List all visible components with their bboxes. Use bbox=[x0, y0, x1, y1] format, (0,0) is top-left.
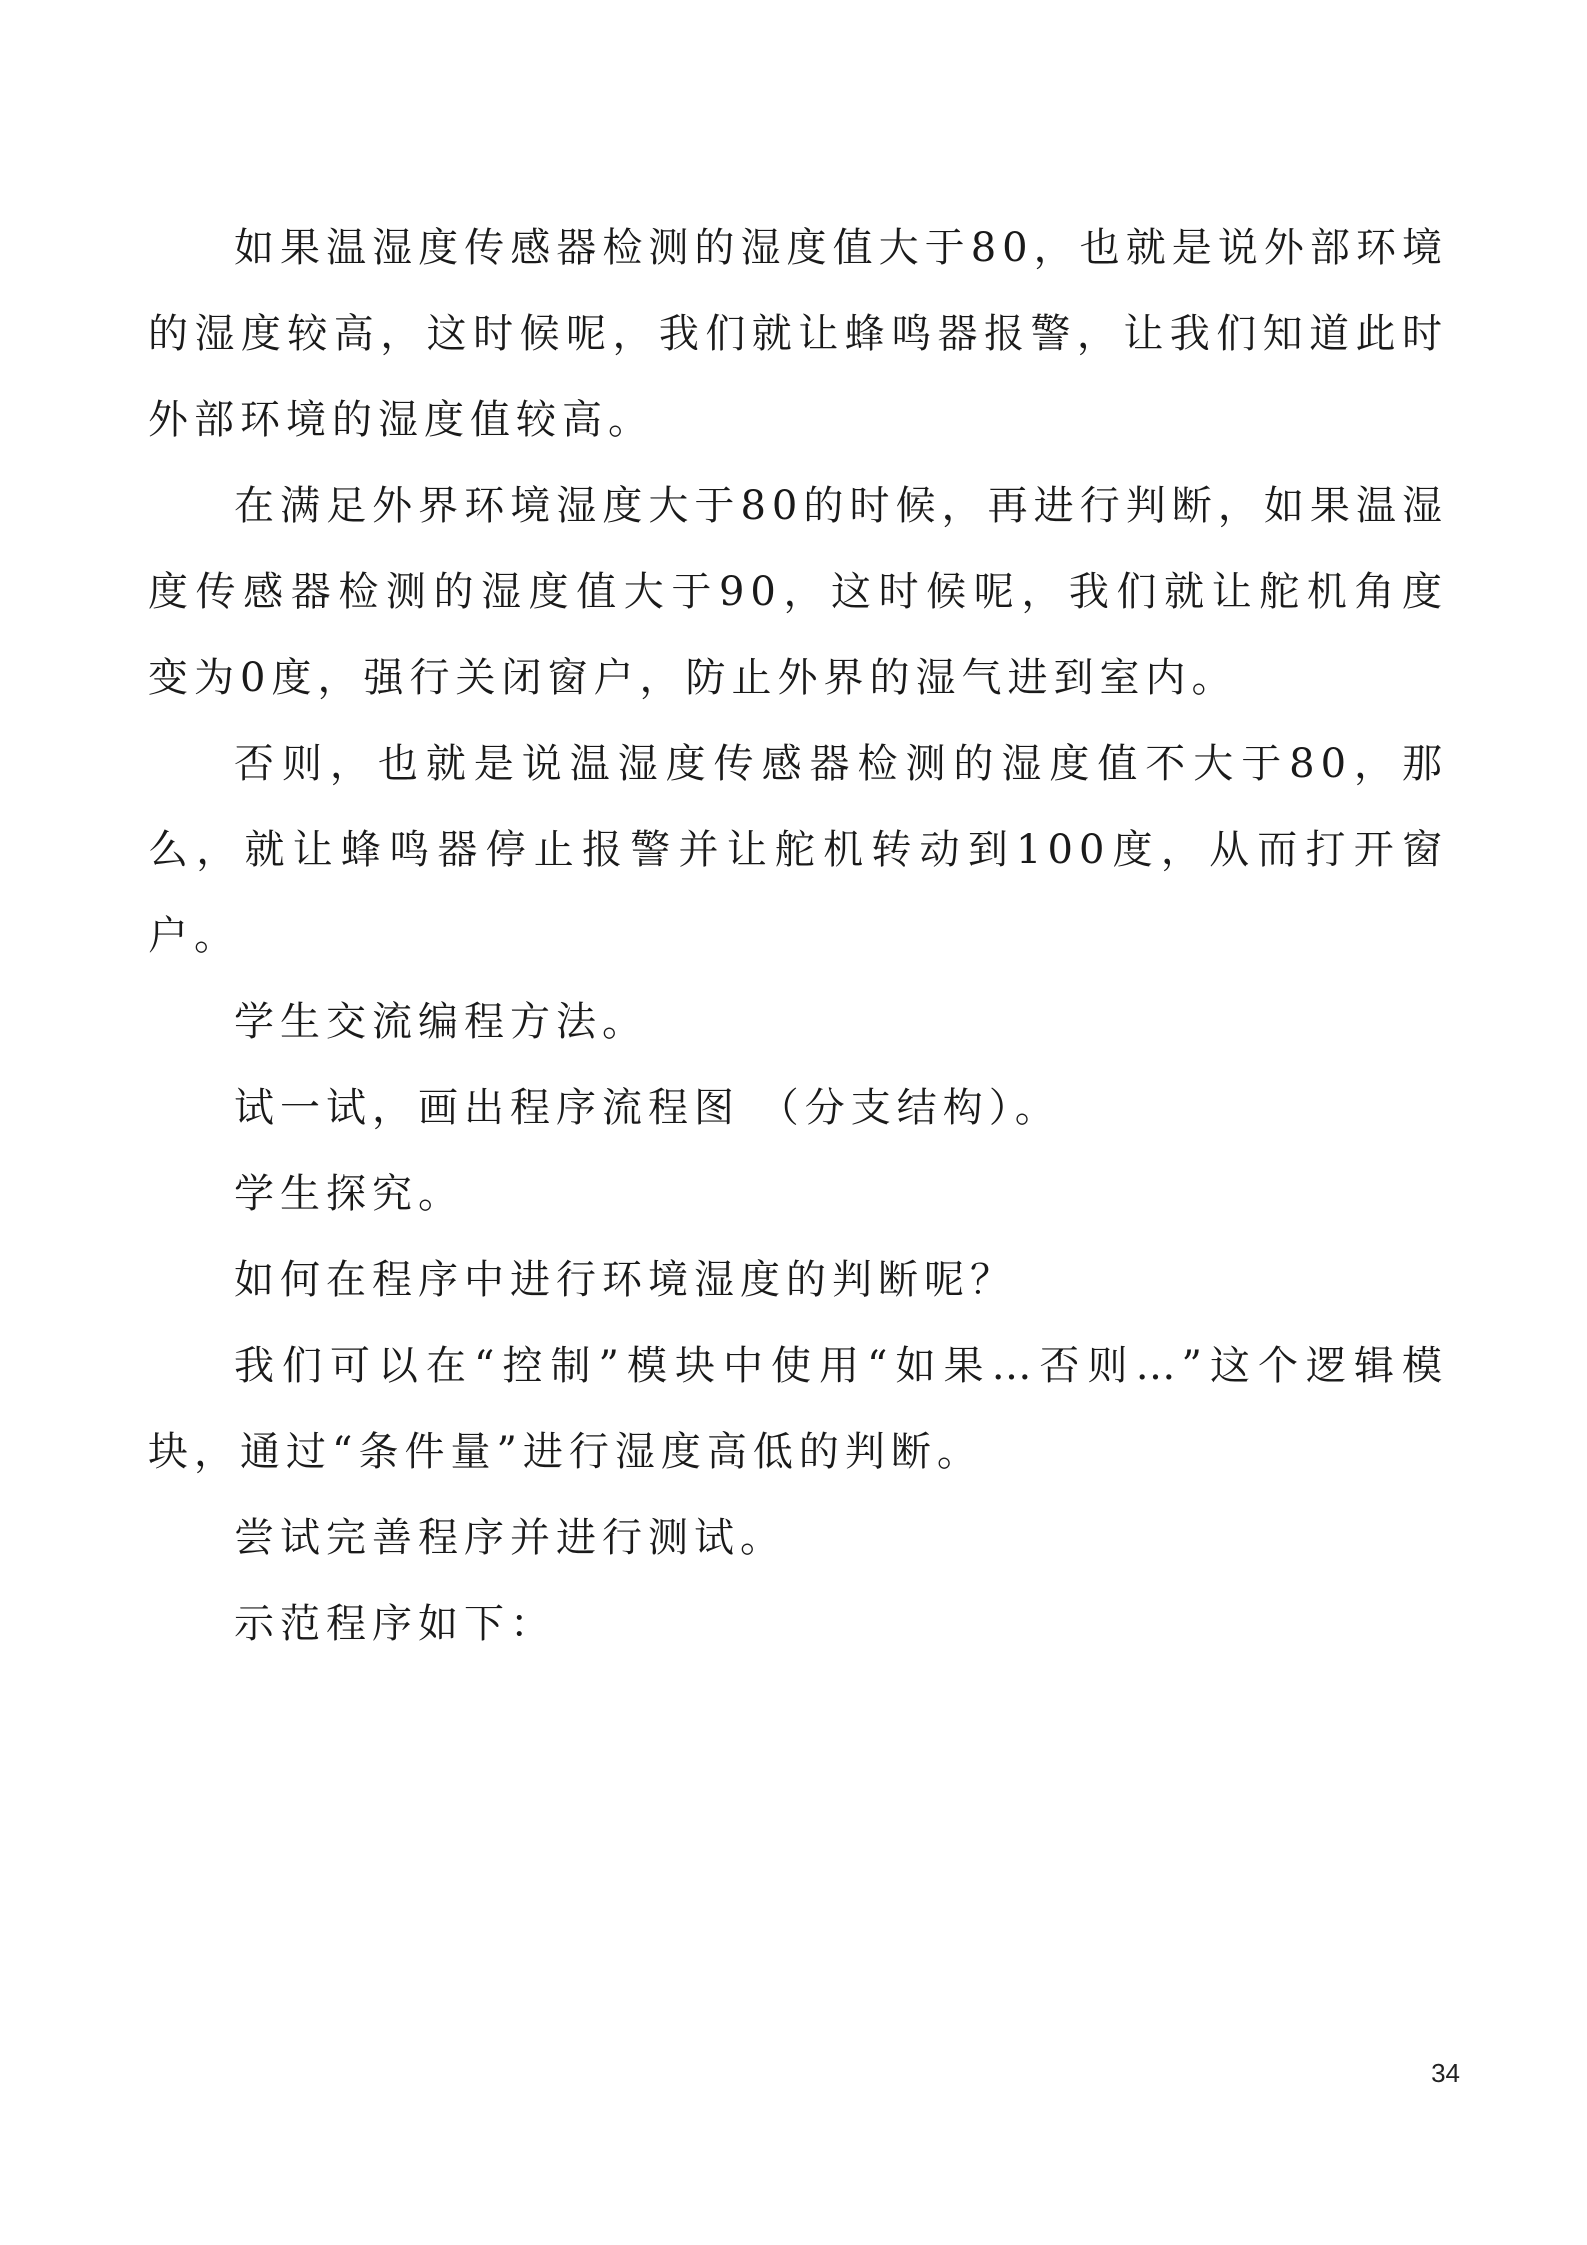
paragraph-control-module: 我们可以在“控制”模块中使用“如果…否则…”这个逻辑模块，通过“条件量”进行湿度高低的判断。 bbox=[148, 1343, 1448, 1475]
paragraph-humidity-alarm: 如果温湿度传感器检测的湿度值大于80，也就是说外部环境的湿度较高，这时候呢，我们就让蜂鸣器报警，让我们知道此时外部环境的湿度值较高。 bbox=[148, 225, 1448, 443]
paragraph-student-explore: 学生探究。 bbox=[234, 1171, 464, 1217]
paragraph-open-window: 否则，也就是说温湿度传感器检测的湿度值不大于80，那么，就让蜂鸣器停止报警并让舵机转动到100度，从而打开窗户。 bbox=[148, 741, 1448, 959]
page-number: 34 bbox=[1431, 2058, 1460, 2088]
document-body bbox=[148, 205, 1448, 1667]
paragraph-student-exchange: 学生交流编程方法。 bbox=[234, 999, 648, 1045]
paragraph-close-window: 在满足外界环境湿度大于80的时候，再进行判断，如果温湿度传感器检测的湿度值大于90，这时候呢，我们就让舵机角度变为0度，强行关闭窗户，防止外界的湿气进到室内。 bbox=[148, 483, 1448, 701]
paragraph-question: 如何在程序中进行环境湿度的判断呢？ bbox=[234, 1257, 1016, 1303]
paragraph-sample-program: 示范程序如下： bbox=[234, 1601, 556, 1647]
paragraph-draw-flowchart: 试一试，画出程序流程图 （分支结构）。 bbox=[234, 1085, 1061, 1131]
paragraph-test-program: 尝试完善程序并进行测试。 bbox=[234, 1515, 786, 1561]
